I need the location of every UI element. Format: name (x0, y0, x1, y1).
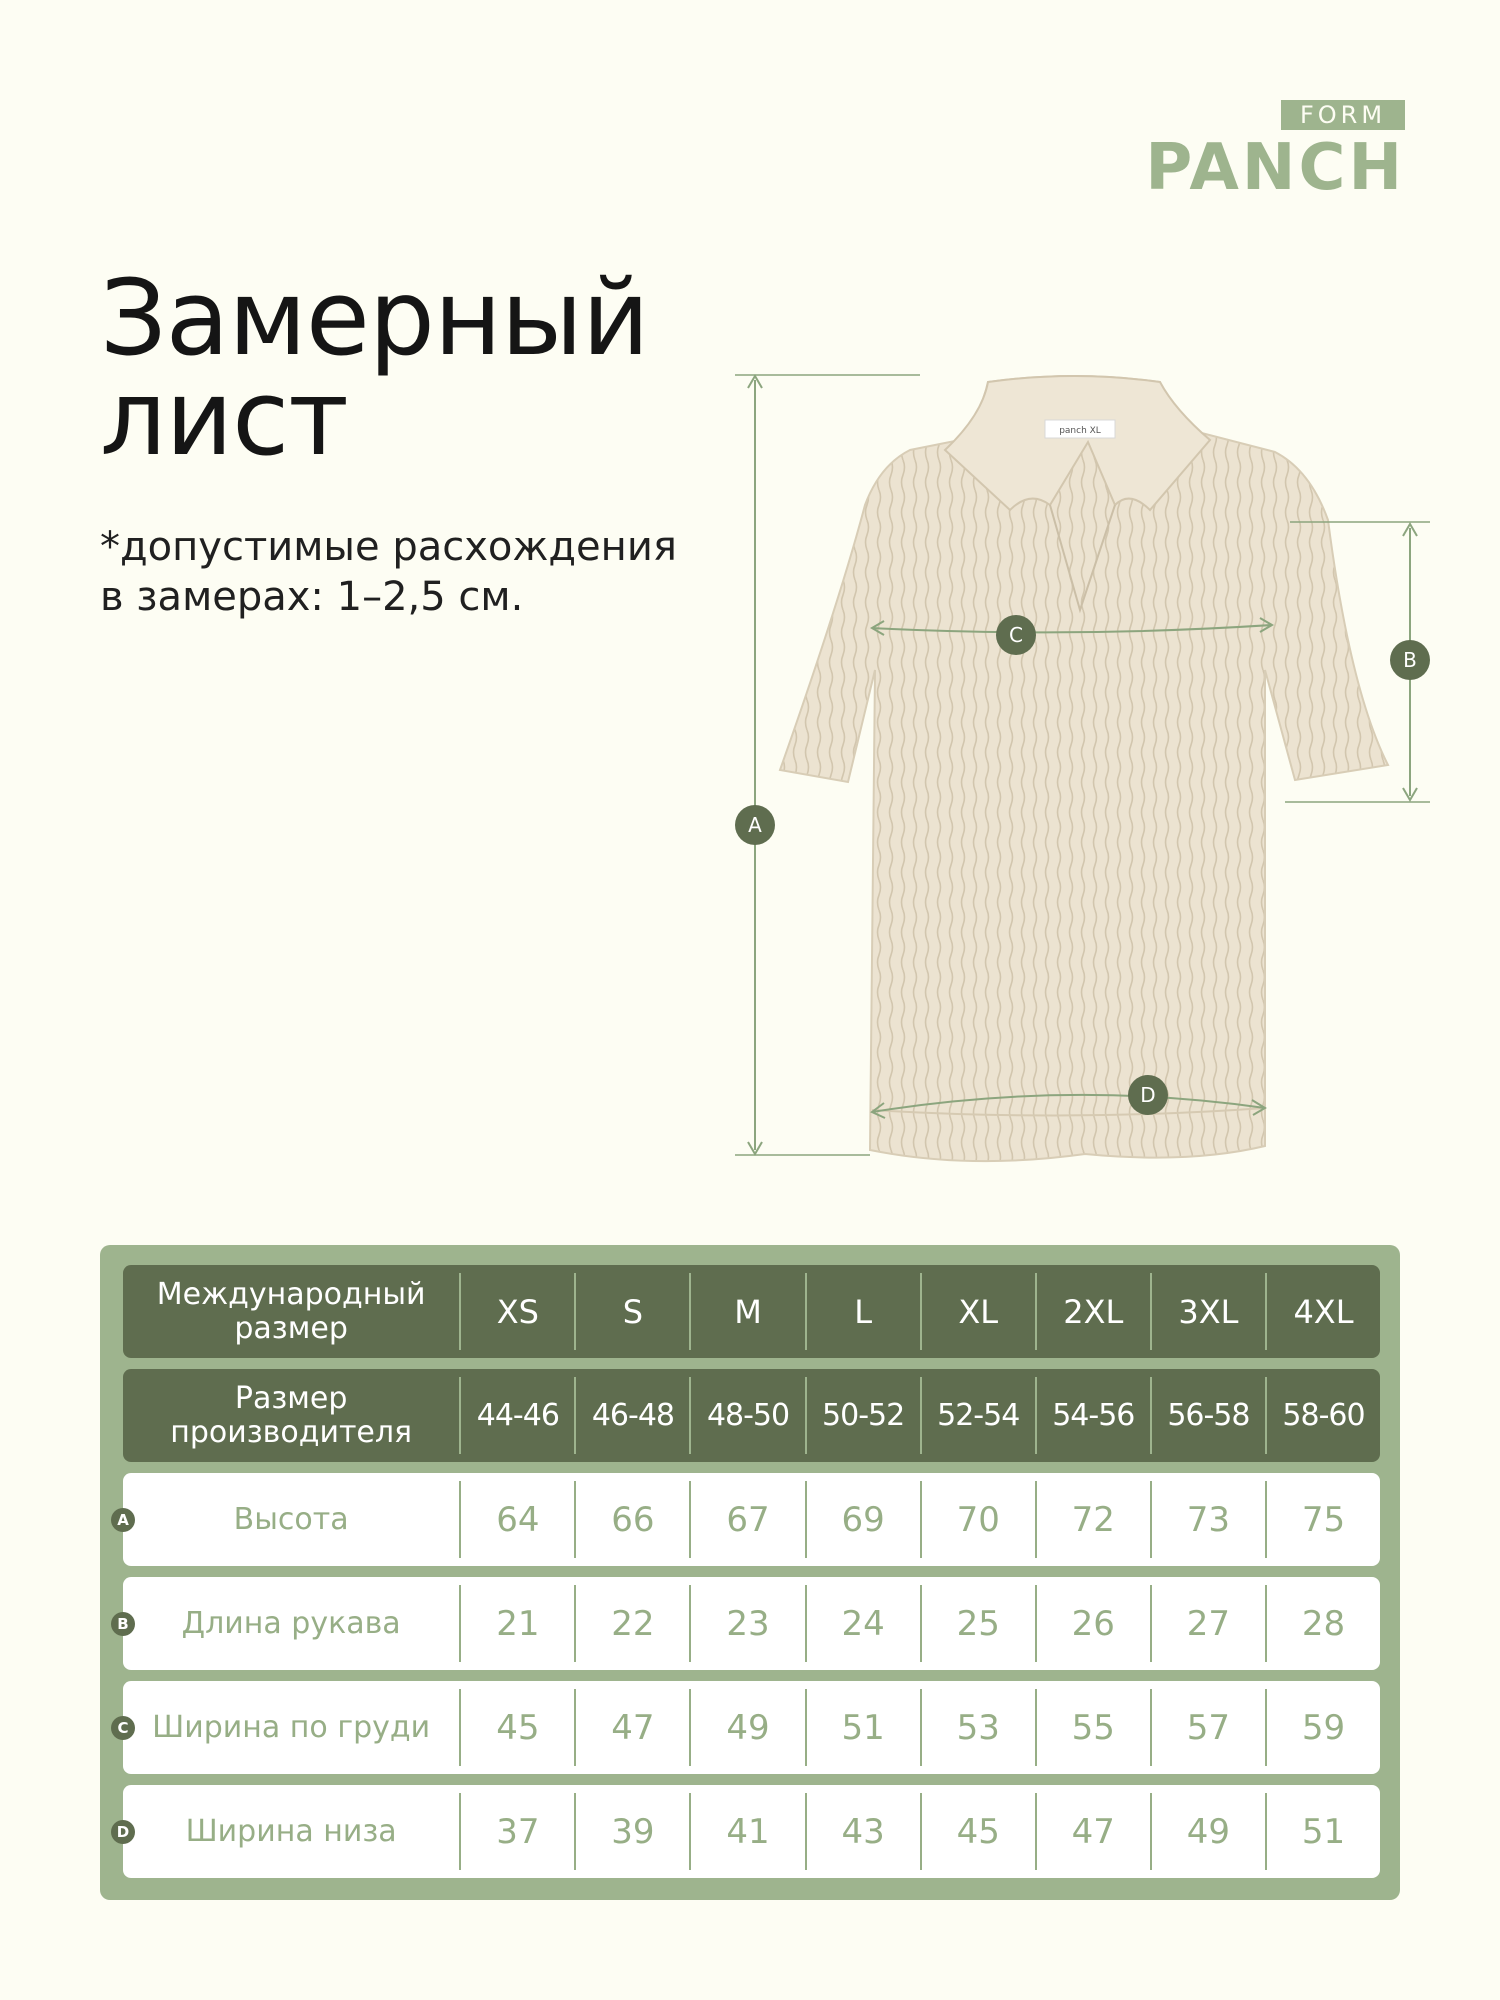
row-label-height (117, 1481, 459, 1558)
size-cell-4xl: 4XL (1265, 1273, 1380, 1350)
value-cell: 37 (459, 1793, 574, 1870)
value-cell: 66 (574, 1481, 689, 1558)
manufacturer-size-cell: 58-60 (1265, 1377, 1380, 1454)
table-row-height (117, 1473, 1380, 1566)
value-cell: 25 (920, 1585, 1035, 1662)
manufacturer-size-label-line-1: Размер (234, 1380, 348, 1416)
size-cell-m: M (689, 1273, 804, 1350)
manufacturer-size-cell: 50-52 (805, 1377, 920, 1454)
table-header-row-international (123, 1265, 1380, 1358)
value-cell: 27 (1150, 1585, 1265, 1662)
value-cell: 45 (920, 1793, 1035, 1870)
brand-logo-name: PANCH (1145, 131, 1405, 205)
value-cell: 73 (1150, 1481, 1265, 1558)
row-label-sleeve-length-text: Длина рукава (181, 1605, 401, 1641)
value-cell: 72 (1035, 1481, 1150, 1558)
tolerance-note-line-1: *допустимые расхождения (100, 524, 677, 570)
tolerance-note (100, 522, 677, 622)
size-cell-2xl: 2XL (1035, 1273, 1150, 1350)
value-cell: 64 (459, 1481, 574, 1558)
international-size-label-line-1: Международный (156, 1276, 426, 1312)
table-row-sleeve-length (117, 1577, 1380, 1670)
shirt-size-tag-text: panch XL (1059, 426, 1101, 436)
size-cell-s: S (574, 1273, 689, 1350)
value-cell: 41 (689, 1793, 804, 1870)
value-cell: 69 (805, 1481, 920, 1558)
value-cell: 59 (1265, 1689, 1380, 1766)
size-cell-xs: XS (459, 1273, 574, 1350)
table-row-hem-width (116, 1785, 1380, 1878)
international-size-label-line-2: размер (234, 1310, 348, 1346)
value-cell: 39 (574, 1793, 689, 1870)
shirt-body (780, 376, 1388, 1161)
size-cell-l: L (805, 1273, 920, 1350)
international-size-label (123, 1273, 459, 1350)
marker-b-badge: B (111, 1612, 135, 1636)
manufacturer-size-label (123, 1377, 459, 1454)
measure-c-marker-label: C (1009, 623, 1023, 647)
table-header-row-manufacturer (123, 1369, 1380, 1462)
manufacturer-size-label-line-2: производителя (170, 1414, 413, 1450)
measure-d-marker-label: D (1140, 1083, 1156, 1107)
size-cell-xl: XL (920, 1273, 1035, 1350)
value-cell: 55 (1035, 1689, 1150, 1766)
value-cell: 45 (459, 1689, 574, 1766)
tolerance-note-line-2: в замерах: 1–2,5 см. (100, 574, 524, 620)
value-cell: 70 (920, 1481, 1035, 1558)
marker-c-badge: C (111, 1716, 135, 1740)
value-cell: 22 (574, 1585, 689, 1662)
measure-a-marker-label: A (748, 813, 762, 837)
manufacturer-size-cell: 56-58 (1150, 1377, 1265, 1454)
row-label-sleeve-length (117, 1585, 459, 1662)
marker-d-badge: D (111, 1820, 135, 1844)
value-cell: 75 (1265, 1481, 1380, 1558)
brand-logo (1105, 100, 1405, 205)
value-cell: 24 (805, 1585, 920, 1662)
value-cell: 51 (1265, 1793, 1380, 1870)
value-cell: 49 (689, 1689, 804, 1766)
value-cell: 43 (805, 1793, 920, 1870)
value-cell: 21 (459, 1585, 574, 1662)
value-cell: 51 (805, 1689, 920, 1766)
brand-logo-tag: FORM (1281, 100, 1405, 130)
value-cell: 57 (1150, 1689, 1265, 1766)
value-cell: 28 (1265, 1585, 1380, 1662)
value-cell: 67 (689, 1481, 804, 1558)
manufacturer-size-cell: 46-48 (574, 1377, 689, 1454)
value-cell: 47 (574, 1689, 689, 1766)
manufacturer-size-cell: 52-54 (920, 1377, 1035, 1454)
table-row-chest-width (117, 1681, 1380, 1774)
value-cell: 53 (920, 1689, 1035, 1766)
row-label-height-text: Высота (233, 1501, 349, 1537)
value-cell: 47 (1035, 1793, 1150, 1870)
page-title-line-1: Замерный (100, 257, 649, 379)
garment-illustration (720, 370, 1440, 1170)
manufacturer-size-cell: 48-50 (689, 1377, 804, 1454)
row-label-hem-width-text: Ширина низа (185, 1813, 397, 1849)
manufacturer-size-cell: 44-46 (459, 1377, 574, 1454)
manufacturer-size-cell: 54-56 (1035, 1377, 1150, 1454)
page-title-line-2: лист (100, 357, 348, 479)
row-label-chest-width-text: Ширина по груди (152, 1709, 431, 1745)
row-label-chest-width (117, 1689, 459, 1766)
value-cell: 23 (689, 1585, 804, 1662)
size-cell-3xl: 3XL (1150, 1273, 1265, 1350)
size-table (100, 1245, 1400, 1900)
value-cell: 49 (1150, 1793, 1265, 1870)
marker-a-badge: A (111, 1508, 135, 1532)
row-label-hem-width (116, 1793, 459, 1870)
value-cell: 26 (1035, 1585, 1150, 1662)
measure-b-marker-label: B (1403, 648, 1417, 672)
page-title (100, 257, 649, 479)
